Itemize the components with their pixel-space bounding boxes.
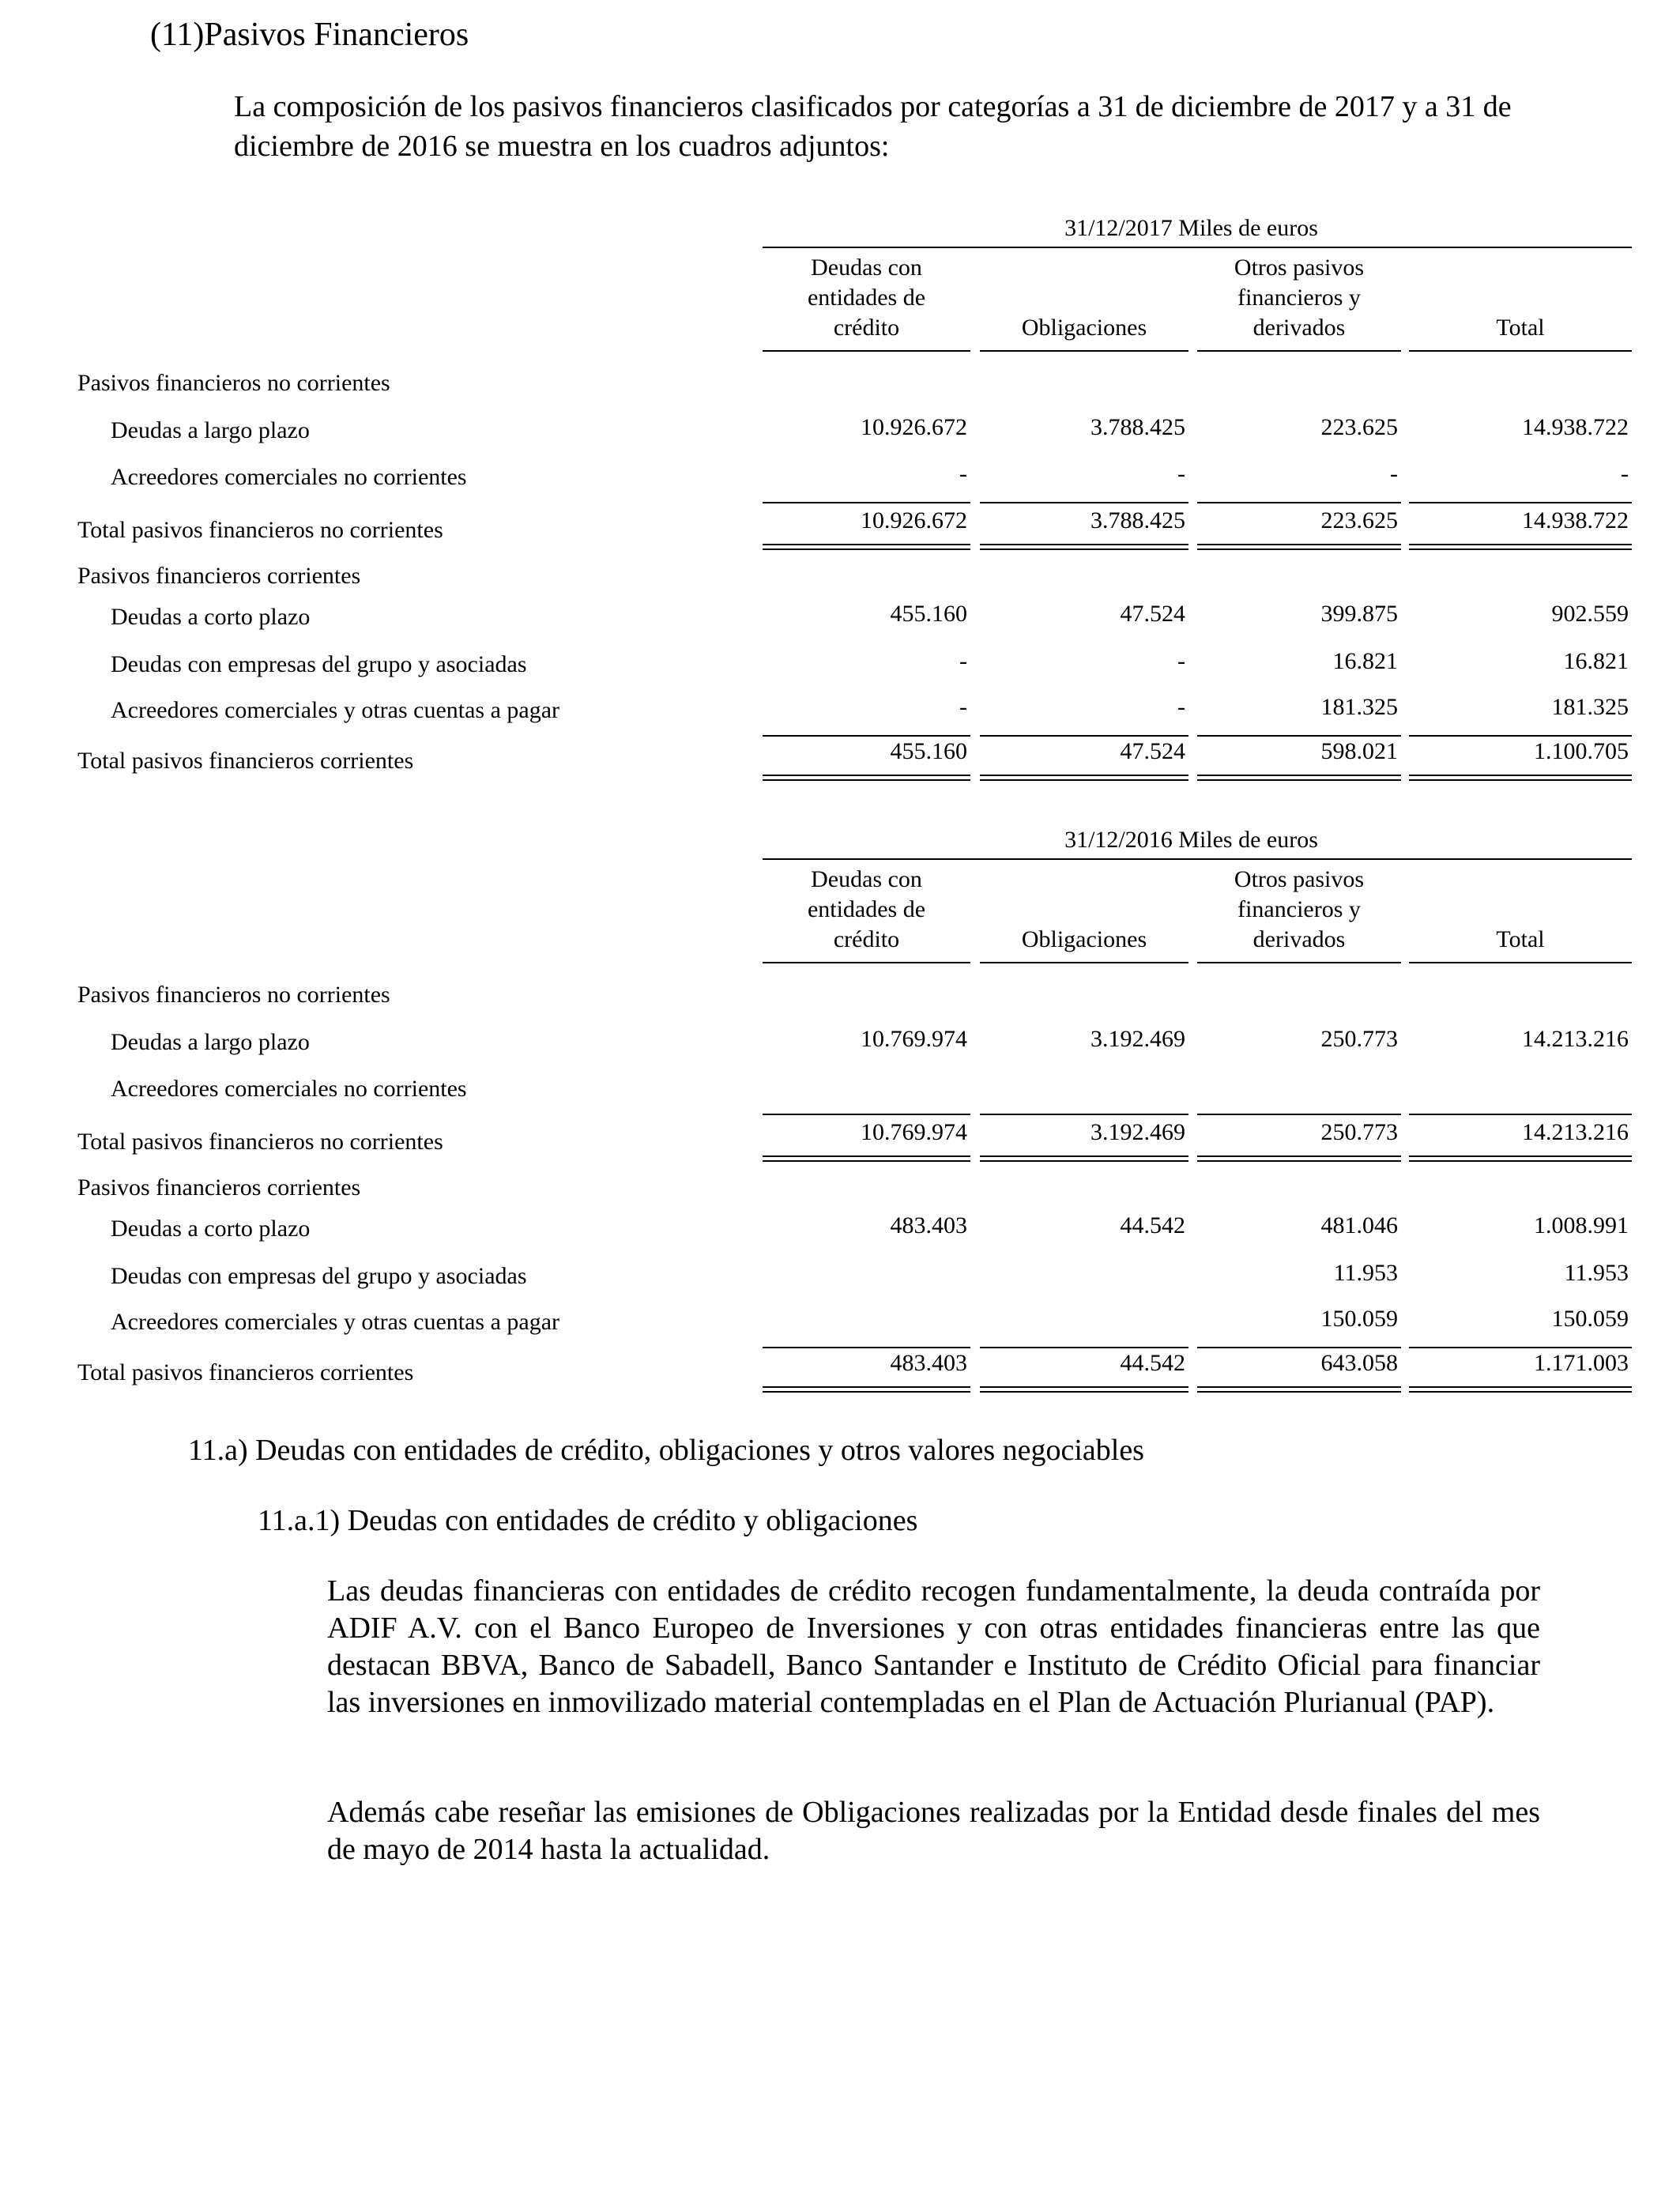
- cell-value: 250.773: [1320, 1026, 1398, 1052]
- column-header-underline: [980, 350, 1188, 352]
- cell-value: 10.769.974: [861, 1026, 967, 1052]
- total-row-label: Total pasivos financieros corrientes: [77, 1359, 414, 1385]
- double-underline: [980, 775, 1188, 781]
- cell-value: 11.953: [1333, 1260, 1398, 1286]
- column-header: Deudas con entidades de crédito: [807, 866, 926, 952]
- cell-value: 223.625: [1320, 414, 1398, 440]
- total-value: 250.773: [1320, 1119, 1398, 1145]
- cell-value: 902.559: [1551, 601, 1629, 627]
- cell-value: 455.160: [890, 601, 967, 627]
- paragraph-credit-debts: Las deudas financieras con entidades de crédito recogen fundamentalmente, la deuda contraída por ADIF A.V. con el Banco Europeo de Inversiones y con otras entidades financieras entre las que destacan BBVA, Banco de Sabadell, Banco Santander e Instituto de Crédito Oficial para financiar las inversiones en inmovilizado material contempladas en el Plan de Actuación Plurianual (PAP).: [327, 1574, 1540, 1719]
- subtotal-rule: [763, 1347, 970, 1348]
- column-header-underline: [980, 962, 1188, 963]
- cell-value: -: [1177, 694, 1185, 720]
- total-value: 455.160: [890, 738, 967, 764]
- column-header-underline: [1409, 350, 1632, 352]
- cell-value: -: [959, 694, 967, 720]
- column-header: Total: [1496, 926, 1545, 952]
- subtotal-rule: [763, 502, 970, 503]
- subtotal-rule: [1197, 1114, 1401, 1115]
- cell-value: -: [1390, 461, 1398, 487]
- total-value: 223.625: [1320, 507, 1398, 533]
- column-header: Total: [1496, 315, 1545, 341]
- cell-value: 399.875: [1320, 601, 1398, 627]
- row-label: Acreedores comerciales no corrientes: [111, 464, 467, 490]
- cell-value: 16.821: [1332, 648, 1398, 674]
- cell-value: 150.059: [1551, 1306, 1629, 1332]
- subtotal-rule: [763, 735, 970, 737]
- row-label: Deudas a corto plazo: [111, 1216, 311, 1242]
- cell-value: 44.542: [1120, 1212, 1185, 1238]
- period-underline: [763, 247, 1632, 248]
- cell-value: 47.524: [1120, 601, 1185, 627]
- total-value: 1.171.003: [1534, 1350, 1629, 1376]
- subtotal-rule: [1409, 502, 1632, 503]
- column-header: Obligaciones: [1021, 926, 1147, 952]
- total-value: 598.021: [1320, 738, 1398, 764]
- total-value: 3.192.469: [1090, 1119, 1185, 1145]
- row-label: Acreedores comerciales y otras cuentas a pagar: [111, 697, 560, 723]
- subtotal-rule: [763, 1114, 970, 1115]
- total-value: 643.058: [1320, 1350, 1398, 1376]
- column-header: Otros pasivos financieros y derivados: [1234, 866, 1365, 952]
- total-row-label: Total pasivos financieros corrientes: [77, 748, 414, 774]
- cell-value: 181.325: [1551, 694, 1629, 720]
- column-header-underline: [1409, 962, 1632, 963]
- cell-value: 11.953: [1564, 1260, 1629, 1286]
- row-label: Acreedores comerciales y otras cuentas a pagar: [111, 1309, 560, 1335]
- double-underline: [1197, 1386, 1401, 1393]
- double-underline: [763, 544, 970, 550]
- cell-value: 10.926.672: [861, 414, 967, 440]
- row-label: Deudas con empresas del grupo y asociadas: [111, 651, 527, 677]
- subtotal-rule: [1409, 1114, 1632, 1115]
- cell-value: 181.325: [1320, 694, 1398, 720]
- subtotal-rule: [980, 735, 1188, 737]
- column-header-underline: [1197, 350, 1401, 352]
- intro-paragraph: La composición de los pasivos financieros clasificados por categorías a 31 de diciembre de 2017 y a 31 de diciembre de 2016 se muestra en los cuadros adjuntos:: [234, 90, 1512, 163]
- cell-value: 3.192.469: [1090, 1026, 1185, 1052]
- total-row-label: Total pasivos financieros no corrientes: [77, 517, 443, 543]
- double-underline: [763, 1386, 970, 1393]
- total-value: 47.524: [1120, 738, 1185, 764]
- subtotal-rule: [980, 1347, 1188, 1348]
- column-header: Obligaciones: [1021, 315, 1147, 341]
- cell-value: 1.008.991: [1534, 1212, 1629, 1238]
- cell-value: 3.788.425: [1090, 414, 1185, 440]
- subsection-heading-11a: 11.a) Deudas con entidades de crédito, obligaciones y otros valores negociables: [188, 1434, 1144, 1467]
- cell-value: -: [959, 648, 967, 674]
- cell-value: 150.059: [1320, 1306, 1398, 1332]
- cell-value: 483.403: [890, 1212, 967, 1238]
- period-underline: [763, 858, 1632, 860]
- total-value: 3.788.425: [1090, 507, 1185, 533]
- group-heading: Pasivos financieros no corrientes: [77, 982, 390, 1008]
- double-underline: [763, 1155, 970, 1162]
- total-value: 44.542: [1120, 1350, 1185, 1376]
- row-label: Deudas con empresas del grupo y asociadas: [111, 1263, 527, 1289]
- subtotal-rule: [1409, 735, 1632, 737]
- total-value: 10.926.672: [861, 507, 967, 533]
- subtotal-rule: [980, 502, 1188, 503]
- double-underline: [1197, 544, 1401, 550]
- column-header-underline: [1197, 962, 1401, 963]
- subtotal-rule: [1197, 735, 1401, 737]
- cell-value: 481.046: [1320, 1212, 1398, 1238]
- double-underline: [1409, 775, 1632, 781]
- total-value: 1.100.705: [1534, 738, 1629, 764]
- row-label: Deudas a largo plazo: [111, 1029, 310, 1055]
- table-period-caption: 31/12/2016 Miles de euros: [1064, 827, 1318, 853]
- subtotal-rule: [1197, 502, 1401, 503]
- double-underline: [980, 1386, 1188, 1393]
- cell-value: -: [1177, 648, 1185, 674]
- row-label: Deudas a corto plazo: [111, 604, 311, 630]
- double-underline: [763, 775, 970, 781]
- table-period-caption: 31/12/2017 Miles de euros: [1064, 215, 1318, 241]
- cell-value: 14.213.216: [1522, 1026, 1629, 1052]
- double-underline: [980, 1155, 1188, 1162]
- double-underline: [1409, 1155, 1632, 1162]
- total-value: 483.403: [890, 1350, 967, 1376]
- double-underline: [1197, 1155, 1401, 1162]
- row-label: Deudas a largo plazo: [111, 417, 310, 443]
- column-header-underline: [763, 962, 970, 963]
- group-heading: Pasivos financieros no corrientes: [77, 370, 390, 396]
- row-label: Acreedores comerciales no corrientes: [111, 1076, 467, 1102]
- group-heading: Pasivos financieros corrientes: [77, 1174, 361, 1201]
- subsection-heading-11a1: 11.a.1) Deudas con entidades de crédito y obligaciones: [258, 1504, 918, 1537]
- cell-value: -: [959, 461, 967, 487]
- paragraph-bond-issues: Además cabe reseñar las emisiones de Obligaciones realizadas por la Entidad desde finales del mes de mayo de 2014 hasta la actualidad.: [327, 1796, 1540, 1866]
- total-value: 14.938.722: [1522, 507, 1629, 533]
- total-row-label: Total pasivos financieros no corrientes: [77, 1129, 443, 1155]
- cell-value: 16.821: [1563, 648, 1629, 674]
- double-underline: [1197, 775, 1401, 781]
- double-underline: [980, 544, 1188, 550]
- cell-value: -: [1177, 461, 1185, 487]
- subtotal-rule: [1409, 1347, 1632, 1348]
- subtotal-rule: [980, 1114, 1188, 1115]
- section-title: (11)Pasivos Financieros: [150, 17, 469, 53]
- double-underline: [1409, 544, 1632, 550]
- total-value: 14.213.216: [1522, 1119, 1629, 1145]
- double-underline: [1409, 1386, 1632, 1393]
- group-heading: Pasivos financieros corrientes: [77, 563, 361, 589]
- total-value: 10.769.974: [861, 1119, 967, 1145]
- subtotal-rule: [1197, 1347, 1401, 1348]
- column-header: Deudas con entidades de crédito: [807, 254, 926, 341]
- cell-value: 14.938.722: [1522, 414, 1629, 440]
- column-header-underline: [763, 350, 970, 352]
- column-header: Otros pasivos financieros y derivados: [1234, 254, 1365, 341]
- cell-value: -: [1621, 461, 1629, 487]
